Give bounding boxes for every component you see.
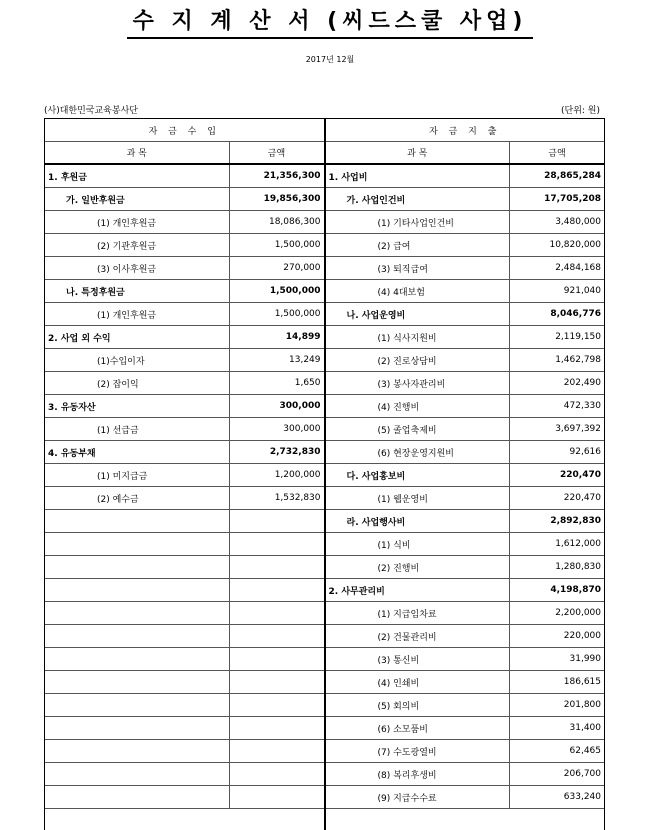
income-amount-header: 금액 (267, 149, 286, 159)
expense-subject-cell: (1) 기타사업인건비 (326, 211, 511, 233)
income-row (45, 257, 324, 280)
expense-amount-cell: 2,119,150 (555, 332, 601, 342)
expense-amount-cell: 17,705,208 (544, 194, 601, 204)
income-subject-cell (45, 579, 230, 601)
expense-row (326, 234, 605, 257)
expense-amount-cell: 921,040 (563, 286, 601, 296)
income-row (45, 211, 324, 234)
expense-row (326, 533, 605, 556)
income-amount-cell (230, 510, 324, 532)
expense-amount-cell: 1,612,000 (555, 539, 601, 549)
income-subject-cell (45, 510, 230, 532)
expense-amount-cell: 186,615 (563, 677, 601, 687)
document-title (0, 8, 660, 39)
income-amount-cell: 14,899 (285, 332, 321, 342)
income-subject-cell (45, 717, 230, 739)
income-subject-cell (45, 556, 230, 578)
income-header: 자 금 수 입 (45, 119, 324, 142)
expense-amount-cell: 1,462,798 (555, 355, 601, 365)
currency-unit: (단위: 원) (561, 106, 600, 116)
expense-subject-cell: (2) 건물관리비 (326, 625, 511, 647)
income-row (45, 326, 324, 349)
expense-row (326, 188, 605, 211)
expense-rows (326, 165, 605, 809)
expense-subject-cell: 다. 사업홍보비 (326, 464, 511, 486)
income-subject-cell (45, 648, 230, 670)
expense-row (326, 464, 605, 487)
income-amount-cell: 1,200,000 (274, 470, 321, 480)
income-amount-cell: 19,856,300 (263, 194, 321, 204)
expense-row (326, 556, 605, 579)
expense-amount-cell: 202,490 (563, 378, 601, 388)
income-row (45, 625, 324, 648)
income-amount-cell: 1,500,000 (274, 240, 321, 250)
expense-amount-cell: 2,484,168 (555, 263, 601, 273)
expense-subject-cell: 라. 사업행사비 (326, 510, 511, 532)
income-subject-cell: 3. 유동자산 (45, 395, 230, 417)
expense-amount-cell: 2,200,000 (555, 608, 601, 618)
expense-amount-cell: 92,616 (569, 447, 601, 457)
income-amount-cell: 18,086,300 (268, 217, 321, 227)
income-amount-cell (230, 533, 324, 555)
income-subject-cell: 나. 특정후원금 (45, 280, 230, 302)
income-amount-cell: 1,500,000 (269, 286, 321, 296)
expense-row (326, 165, 605, 188)
income-row (45, 418, 324, 441)
income-subject-cell (45, 740, 230, 762)
income-amount-cell: 1,500,000 (274, 309, 321, 319)
income-row (45, 280, 324, 303)
expense-row (326, 579, 605, 602)
income-subject-cell: 2. 사업 외 수익 (45, 326, 230, 348)
expense-row (326, 280, 605, 303)
income-subject-cell: (2) 잡이익 (45, 372, 230, 394)
expense-subject-cell: (9) 지급수수료 (326, 786, 511, 808)
income-amount-cell: 270,000 (283, 263, 321, 273)
expense-subject-cell: (3) 봉사자관리비 (326, 372, 511, 394)
expense-amount-cell: 1,280,830 (555, 562, 601, 572)
expense-subject-cell: (6) 현장운영지원비 (326, 441, 511, 463)
income-amount-cell (230, 671, 324, 693)
expense-amount-cell: 8,046,776 (550, 309, 601, 319)
expense-subject-cell: (2) 급여 (326, 234, 511, 256)
income-subject-cell (45, 786, 230, 808)
expense-subject-cell: (4) 4대보험 (326, 280, 511, 302)
income-amount-cell: 300,000 (279, 401, 321, 411)
income-subject-cell (45, 533, 230, 555)
document-title-text: 수 지 계 산 서 (씨드스쿨 사업) (127, 8, 534, 39)
expense-row (326, 349, 605, 372)
expense-amount-cell: 220,470 (563, 493, 601, 503)
income-row (45, 395, 324, 418)
income-amount-cell (230, 717, 324, 739)
income-subject-cell: (2) 기관후원금 (45, 234, 230, 256)
income-row (45, 165, 324, 188)
expense-row (326, 671, 605, 694)
income-subject-cell (45, 763, 230, 785)
income-amount-cell (230, 625, 324, 647)
income-row (45, 740, 324, 763)
expense-subject-header: 과 목 (326, 142, 511, 163)
expense-subject-cell: (7) 수도광열비 (326, 740, 511, 762)
expense-amount-cell: 28,865,284 (544, 171, 601, 181)
income-subject-cell (45, 694, 230, 716)
expense-subject-cell: (1) 식사지원비 (326, 326, 511, 348)
expense-amount-cell: 3,480,000 (555, 217, 601, 227)
expense-row (326, 740, 605, 763)
income-row (45, 556, 324, 579)
expense-amount-cell: 31,990 (569, 654, 601, 664)
income-amount-cell: 13,249 (289, 355, 321, 365)
expense-row (326, 257, 605, 280)
expense-amount-cell: 31,400 (569, 723, 601, 733)
income-amount-cell (230, 763, 324, 785)
income-row (45, 648, 324, 671)
income-amount-cell (230, 786, 324, 808)
income-amount-cell (230, 556, 324, 578)
expense-amount-cell: 220,470 (560, 470, 601, 480)
income-row (45, 487, 324, 510)
expense-subject-cell: 2. 사무관리비 (326, 579, 511, 601)
income-amount-cell: 21,356,300 (263, 171, 321, 181)
expense-row (326, 441, 605, 464)
expense-subject-cell: (5) 졸업축제비 (326, 418, 511, 440)
expense-subject-cell: (6) 소모품비 (326, 717, 511, 739)
income-row (45, 786, 324, 809)
expense-subject-cell: (5) 회의비 (326, 694, 511, 716)
expense-row (326, 418, 605, 441)
income-amount-cell (230, 602, 324, 624)
expense-subject-cell: (3) 퇴직급여 (326, 257, 511, 279)
expense-amount-cell: 4,198,870 (550, 585, 601, 595)
expense-subject-cell: (8) 복리후생비 (326, 763, 511, 785)
report-date: 2017년 12월 (305, 55, 355, 64)
expense-amount-cell: 206,700 (563, 769, 601, 779)
expense-amount-cell: 3,697,392 (555, 424, 601, 434)
income-row (45, 694, 324, 717)
expense-row (326, 625, 605, 648)
expense-row (326, 510, 605, 533)
income-row (45, 671, 324, 694)
expense-row (326, 211, 605, 234)
expense-row (326, 694, 605, 717)
income-row (45, 717, 324, 740)
expense-row (326, 763, 605, 786)
expense-amount-cell: 220,000 (563, 631, 601, 641)
income-column (45, 119, 326, 830)
expense-header: 자 금 지 출 (326, 119, 605, 142)
expense-subject-cell: (1) 지급임차료 (326, 602, 511, 624)
income-row (45, 464, 324, 487)
ledger-table (44, 118, 605, 830)
income-row (45, 510, 324, 533)
expense-subject-cell: (4) 진행비 (326, 395, 511, 417)
income-rows (45, 165, 324, 809)
income-row (45, 349, 324, 372)
income-subject-cell: (1) 개인후원금 (45, 211, 230, 233)
income-row (45, 234, 324, 257)
expense-row (326, 717, 605, 740)
expense-amount-header: 금액 (548, 149, 566, 159)
income-amount-cell: 1,650 (294, 378, 321, 388)
expense-subject-cell: (2) 진행비 (326, 556, 511, 578)
expense-row (326, 303, 605, 326)
income-amount-cell (230, 740, 324, 762)
expense-column-headers (326, 142, 605, 165)
income-subject-cell: (1)수입이자 (45, 349, 230, 371)
income-column-headers (45, 142, 324, 165)
expense-row (326, 648, 605, 671)
expense-subject-cell: (4) 인쇄비 (326, 671, 511, 693)
expense-amount-cell: 472,330 (563, 401, 601, 411)
income-amount-cell (230, 694, 324, 716)
expense-subject-cell: (1) 웹운영비 (326, 487, 511, 509)
income-amount-cell: 2,732,830 (269, 447, 321, 457)
expense-amount-cell: 10,820,000 (549, 240, 601, 250)
income-subject-cell: (3) 이사후원금 (45, 257, 230, 279)
income-subject-cell: (1) 개인후원금 (45, 303, 230, 325)
expense-subject-cell: 나. 사업운영비 (326, 303, 511, 325)
income-row (45, 602, 324, 625)
income-subject-cell: 가. 일반후원금 (45, 188, 230, 210)
income-subject-cell (45, 602, 230, 624)
expense-row (326, 487, 605, 510)
income-subject-cell: (2) 예수금 (45, 487, 230, 509)
income-row (45, 372, 324, 395)
income-amount-cell (230, 579, 324, 601)
expense-amount-cell: 633,240 (563, 792, 601, 802)
expense-row (326, 326, 605, 349)
income-row (45, 188, 324, 211)
income-amount-cell: 300,000 (283, 424, 321, 434)
income-row (45, 533, 324, 556)
income-subject-header: 과 목 (45, 142, 230, 163)
expense-subject-cell: (2) 진로상담비 (326, 349, 511, 371)
income-subject-cell: 4. 유동부채 (45, 441, 230, 463)
expense-row (326, 372, 605, 395)
expense-column (326, 119, 605, 830)
organization-name: (사)대한민국교육봉사단 (44, 106, 138, 116)
income-subject-cell: (1) 미지급금 (45, 464, 230, 486)
income-subject-cell: (1) 선급금 (45, 418, 230, 440)
income-row (45, 763, 324, 786)
expense-subject-cell: 가. 사업인건비 (326, 188, 511, 210)
income-subject-cell (45, 671, 230, 693)
income-amount-cell (230, 648, 324, 670)
expense-subject-cell: (1) 식비 (326, 533, 511, 555)
expense-subject-cell: 1. 사업비 (326, 165, 511, 187)
income-subject-cell (45, 625, 230, 647)
expense-subject-cell: (3) 통신비 (326, 648, 511, 670)
expense-amount-cell: 2,892,830 (550, 516, 601, 526)
income-row (45, 441, 324, 464)
expense-amount-cell: 201,800 (563, 700, 601, 710)
expense-row (326, 786, 605, 809)
expense-row (326, 602, 605, 625)
income-row (45, 303, 324, 326)
income-subject-cell: 1. 후원금 (45, 165, 230, 187)
income-row (45, 579, 324, 602)
income-amount-cell: 1,532,830 (274, 493, 321, 503)
expense-row (326, 395, 605, 418)
expense-amount-cell: 62,465 (569, 746, 601, 756)
